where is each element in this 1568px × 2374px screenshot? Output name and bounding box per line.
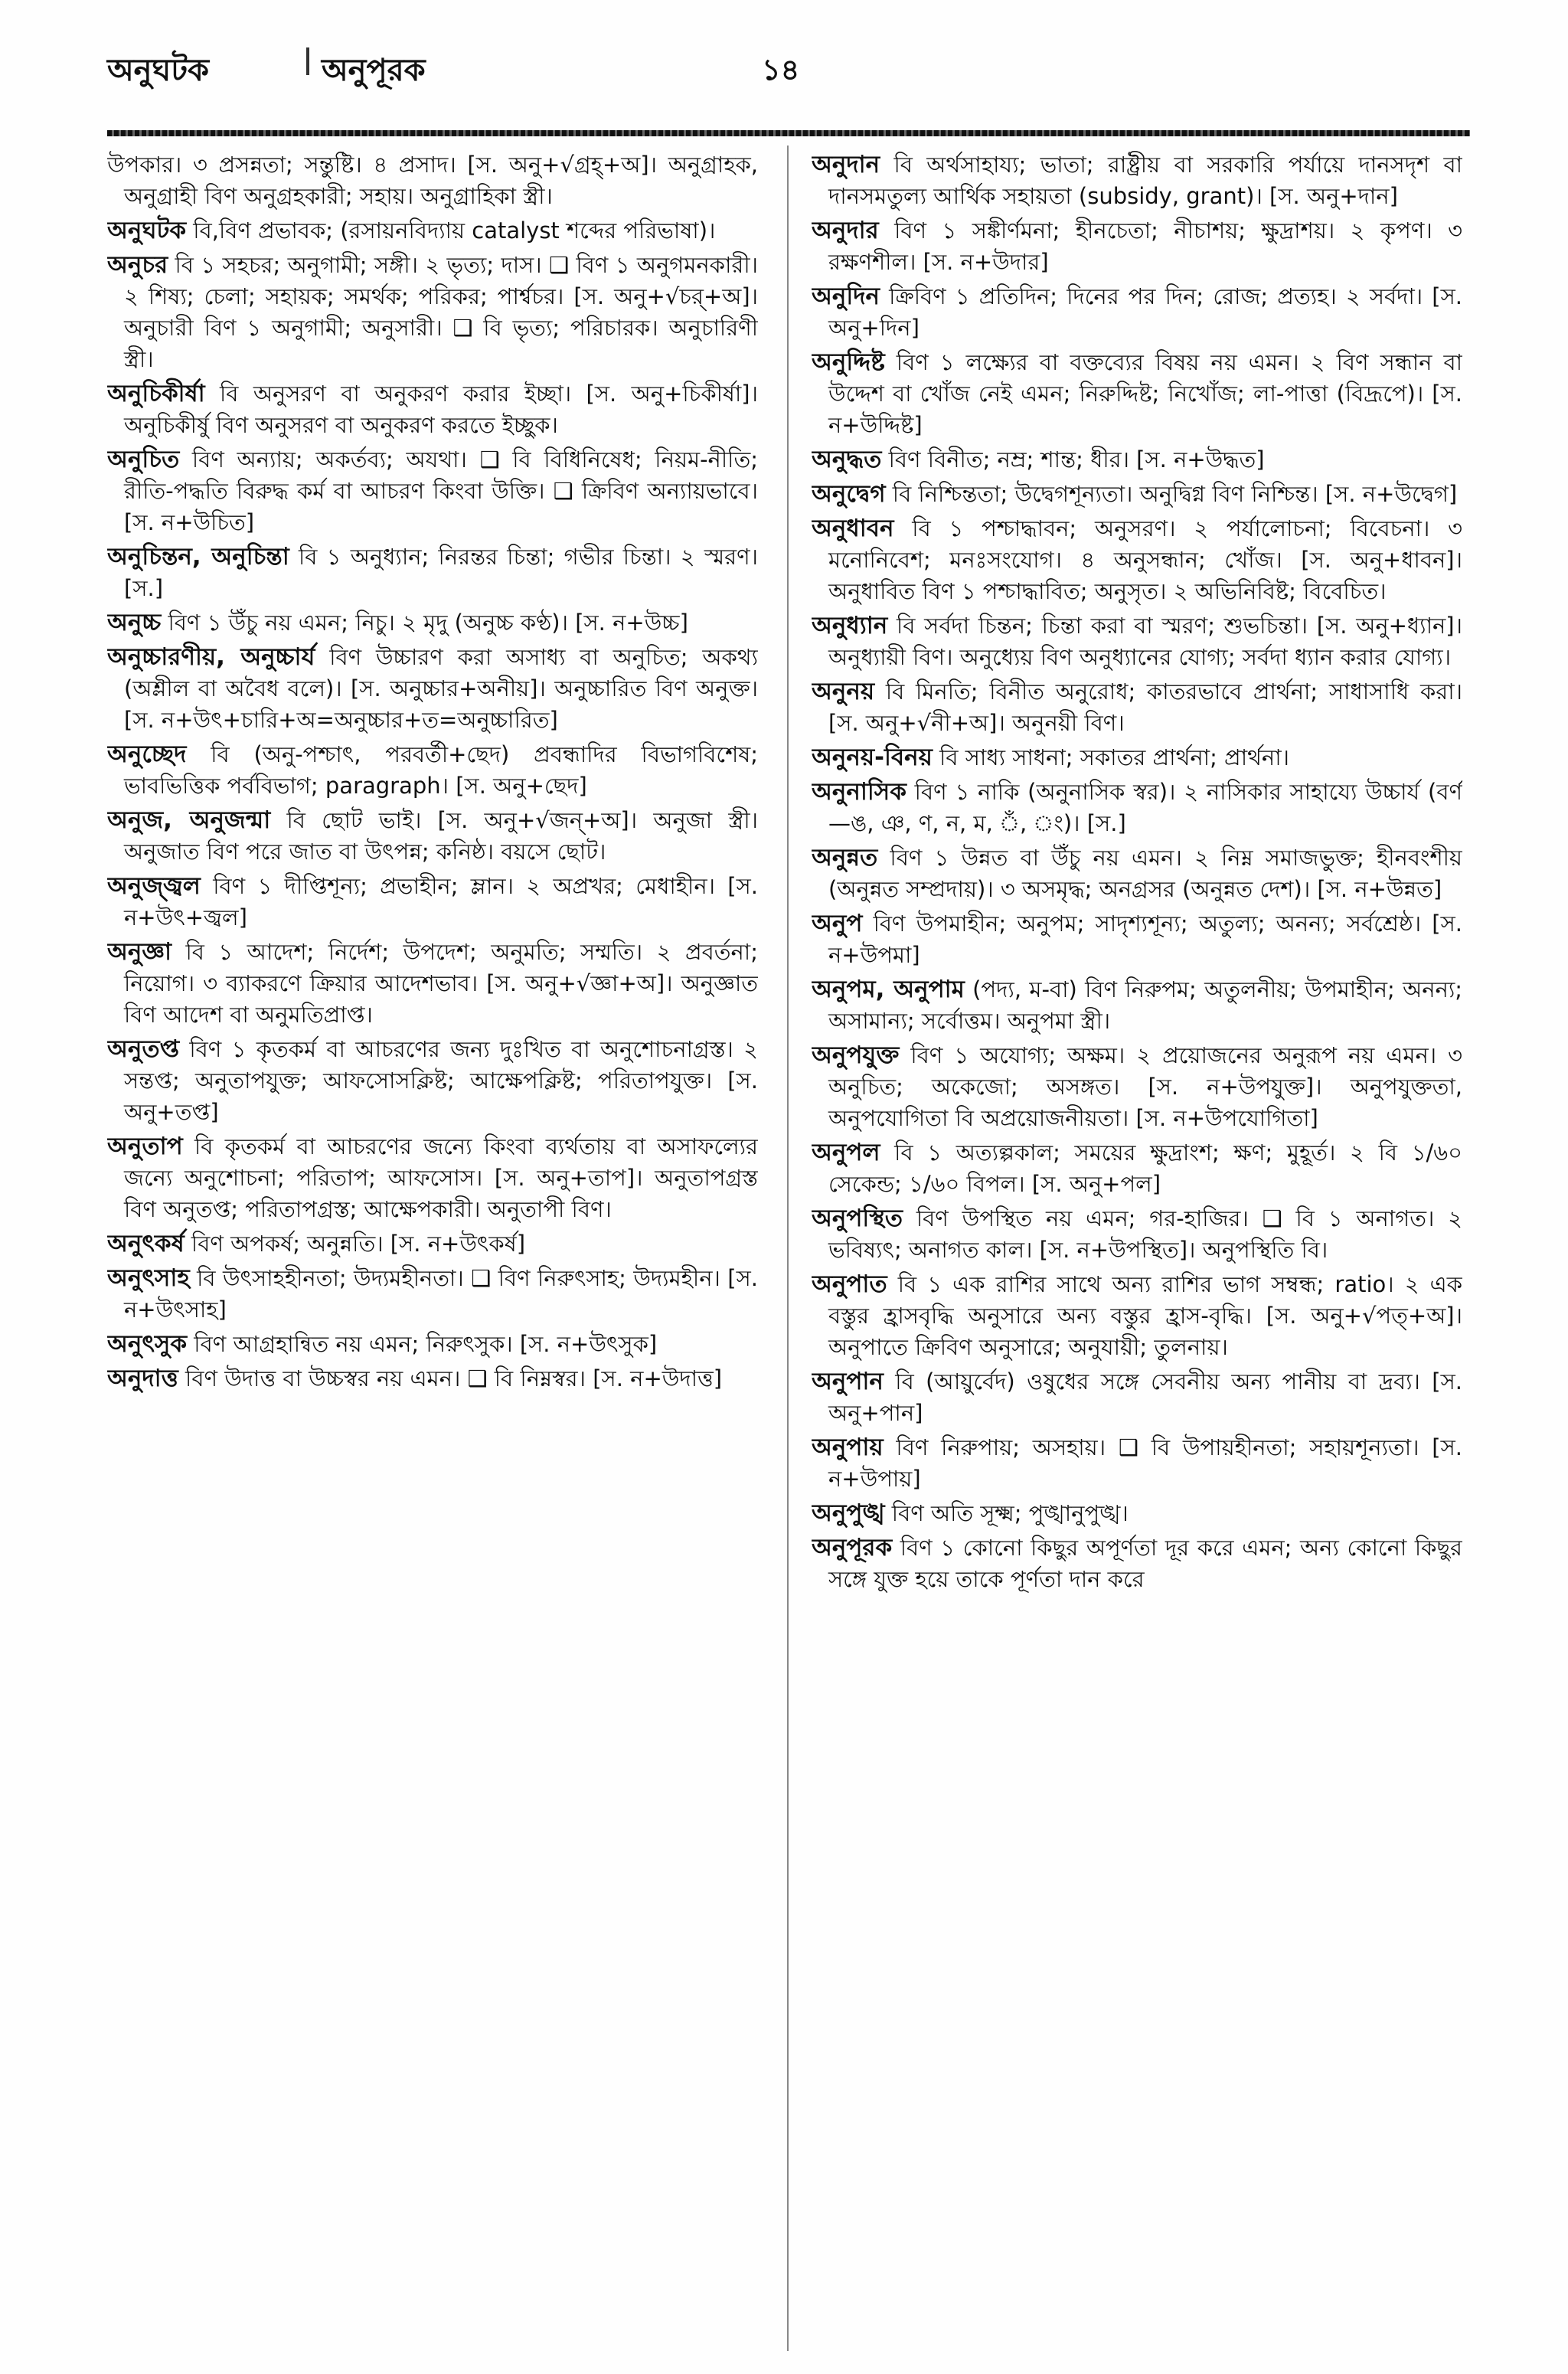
dictionary-entry xyxy=(812,281,1462,344)
entry-definition: বি সর্বদা চিন্তন; চিন্তা করা বা স্মরণ; শুভচিন্তা। [স. অনু+ধ্যান]। অনুধ্যায়ী বিণ। অনুধ্যেয় বিণ অনুধ্যানের যোগ্য; সর্বদা ধ্যান করার যোগ্য। xyxy=(828,613,1462,670)
entry-definition: বি ১ অনুধ্যান; নিরন্তর চিন্তা; গভীর চিন্তা। ২ স্মরণ। [স.] xyxy=(124,544,758,601)
dictionary-entry xyxy=(107,739,758,802)
dictionary-entry xyxy=(812,1432,1462,1495)
entry-headword: অনুনয়-বিনয় xyxy=(812,744,933,771)
entry-definition: বিণ বিনীত; নম্র; শান্ত; ধীর। [স. ন+উদ্ধত] xyxy=(881,446,1265,473)
dictionary-entry xyxy=(812,149,1462,212)
entry-headword: অনুদ্ধত xyxy=(812,446,882,473)
entry-headword: অনুচ্ছেদ xyxy=(107,741,187,768)
entry-definition: বিণ ১ দীপ্তিশূন্য; প্রভাহীন; ম্লান। ২ অপ্রখর; মেধাহীন। [স. ন+উৎ+জ্বল] xyxy=(124,873,758,930)
entry-headword: অনুৎসুক xyxy=(107,1330,188,1358)
entry-headword: অনুনাসিক xyxy=(812,778,906,806)
entry-definition: বিণ উচ্চারণ করা অসাধ্য বা অনুচিত; অকথ্য (অশ্লীল বা অবৈধ বলে)। [স. অনুচ্চার+অনীয়]। অনুচ্চারিত বিণ অনুক্ত। [স. ন+উৎ+চারি+অ=অনুচ্চার+ত=অনুচ্চারিত] xyxy=(124,644,758,733)
guide-separator xyxy=(306,47,309,75)
dictionary-entry xyxy=(812,1137,1462,1200)
dictionary-entry xyxy=(107,444,758,538)
entry-definition: বি (অনু-পশ্চাৎ, পরবর্তী+ছেদ) প্রবন্ধাদির বিভাগবিশেষ; ভাবভিত্তিক পর্ববিভাগ; paragraph। [স. অনু+ছেদ] xyxy=(124,741,758,799)
entry-headword: অনুৎকর্ষ xyxy=(107,1230,185,1257)
dictionary-entry xyxy=(812,777,1462,839)
entry-definition: বি ১ সহচর; অনুগামী; সঙ্গী। ২ ভৃত্য; দাস। ❑ বিণ ১ অনুগমনকারী। ২ শিষ্য; চেলা; সহায়ক; সমর্থক; পরিকর; পার্শ্বচর। [স. অনু+√চর্+অ]। অনুচারী বিণ ১ অনুগামী; অনুসারী। ❑ বি ভৃত্য; পরিচারক। অনুচারিণী স্ত্রী। xyxy=(124,252,758,372)
entry-definition: বিণ উপস্থিত নয় এমন; গর-হাজির। ❑ বি ১ অনাগত। ২ ভবিষ্যৎ; অনাগত কাল। [স. ন+উপস্থিত]। অনুপস্থিতি বি। xyxy=(828,1205,1462,1263)
entry-headword: অনুচ্চারণীয়, অনুচ্চার্য xyxy=(107,643,315,671)
entry-definition: বিণ ১ সঙ্কীর্ণমনা; হীনচেতা; নীচাশয়; ক্ষুদ্রাশয়। ২ কৃপণ। ৩ রক্ষণশীল। [স. ন+উদার] xyxy=(828,217,1462,275)
dictionary-entry xyxy=(812,842,1462,905)
entry-definition: বি ১ অত্যল্পকাল; সময়ের ক্ষুদ্রাংশ; ক্ষণ; মুহূর্ত। ২ বি ১/৬০ সেকেন্ড; ১/৬০ বিপল। [স. অনু+পল] xyxy=(828,1140,1462,1197)
dictionary-entry xyxy=(812,1269,1462,1363)
entry-definition: বিণ উপমাহীন; অনুপম; সাদৃশ্যশূন্য; অতুল্য; অনন্য; সর্বশ্রেষ্ঠ। [স. ন+উপমা] xyxy=(828,911,1462,968)
dictionary-entry xyxy=(812,974,1462,1037)
entry-definition: বি (আয়ুর্বেদ) ওষুধের সঙ্গে সেবনীয় অন্য পানীয় বা দ্রব্য। [স. অনু+পান] xyxy=(828,1368,1462,1426)
entry-definition: বি অর্থসাহায্য; ভাতা; রাষ্ট্রীয় বা সরকারি পর্যায়ে দানসদৃশ বা দানসমতুল্য আর্থিক সহায়তা (subsidy, grant)। [স. অনু+দান] xyxy=(828,152,1462,209)
entry-definition: বিণ অপকর্ষ; অনুন্নতি। [স. ন+উৎকর্ষ] xyxy=(184,1231,526,1257)
entry-definition: বিণ ১ কৃতকর্ম বা আচরণের জন্য দুঃখিত বা অনুশোচনাগ্রস্ত। ২ সন্তপ্ত; অনুতাপযুক্ত; আফসোসক্লিষ্ট; আক্ষেপক্লিষ্ট; পরিতাপযুক্ত। [স. অনু+তপ্ত] xyxy=(124,1036,758,1125)
entry-headword: অনুঘটক xyxy=(107,217,187,244)
page-header xyxy=(107,46,1470,100)
left-column xyxy=(107,149,758,2355)
entry-headword: অনুচিকীর্ষা xyxy=(107,380,205,407)
entry-headword: অনুপ xyxy=(812,910,863,937)
entry-definition: উপকার। ৩ প্রসন্নতা; সন্তুষ্টি। ৪ প্রসাদ। [স. অনু+√গ্রহ্+অ]। অনুগ্রাহক, অনুগ্রাহী বিণ অনুগ্রহকারী; সহায়। অনুগ্রাহিকা স্ত্রী। xyxy=(107,152,758,209)
entry-headword: অনুপান xyxy=(812,1368,884,1395)
entry-headword: অনুদিন xyxy=(812,283,880,310)
header-rule xyxy=(107,130,1470,136)
dictionary-entry xyxy=(107,378,758,441)
dictionary-entry xyxy=(812,513,1462,607)
entry-headword: অনুচিত xyxy=(107,446,180,473)
entry-headword: অনুজ, অনুজন্মা xyxy=(107,806,271,834)
dictionary-entry xyxy=(107,1228,758,1260)
entry-headword: অনুতাপ xyxy=(107,1133,183,1160)
guide-word-left: অনুঘটক xyxy=(107,53,210,88)
entry-definition: (পদ্য, ম-বা) বিণ নিরুপম; অতুলনীয়; উপমাহীন; অনন্য; অসামান্য; সর্বোত্তম। অনুপমা স্ত্রী। xyxy=(828,976,1462,1034)
entry-headword: অনুদার xyxy=(812,217,879,244)
dictionary-entry xyxy=(107,1034,758,1128)
dictionary-entry xyxy=(812,610,1462,673)
dictionary-entry xyxy=(812,215,1462,278)
entry-definition: বিণ ১ কোনো কিছুর অপূর্ণতা দূর করে এমন; অন্য কোনো কিছুর সঙ্গে যুক্ত হয়ে তাকে পূর্ণতা দান করে xyxy=(828,1535,1462,1592)
dictionary-entry xyxy=(812,676,1462,739)
entry-headword: অনুধ্যান xyxy=(812,612,888,639)
entry-headword: অনুপায় xyxy=(812,1434,884,1461)
entry-headword: অনুদাত্ত xyxy=(107,1365,178,1392)
entry-definition: বি মিনতি; বিনীত অনুরোধ; কাতরভাবে প্রার্থনা; সাধাসাধি করা। [স. অনু+√নী+অ]। অনুনয়ী বিণ। xyxy=(828,679,1462,736)
entry-definition: বিণ অন্যায়; অকর্তব্য; অযথা। ❑ বি বিধিনিষেধ; নিয়ম-নীতি; রীতি-পদ্ধতি বিরুদ্ধ কর্ম বা আচরণ কিংবা উক্তি। ❑ ক্রিবিণ অন্যায়ভাবে। [স. ন+উচিত] xyxy=(124,446,758,535)
dictionary-entry xyxy=(812,742,1462,773)
entry-headword: অনুচিন্তন, অনুচিন্তা xyxy=(107,543,289,571)
dictionary-entry xyxy=(812,908,1462,971)
dictionary-entry xyxy=(107,1329,758,1360)
dictionary-entry xyxy=(107,1363,758,1395)
entry-definition: বিণ ১ উঁচু নয় এমন; নিচু। ২ মৃদু (অনুচ্চ কণ্ঠ)। [স. ন+উচ্চ] xyxy=(161,610,688,636)
dictionary-entry xyxy=(107,642,758,736)
dictionary-entry xyxy=(107,541,758,604)
entry-headword: অনুদান xyxy=(812,151,880,178)
dictionary-entry xyxy=(107,1263,758,1326)
dictionary-entry xyxy=(107,937,758,1031)
entry-headword: অনুতপ্ত xyxy=(107,1035,180,1063)
entry-headword: অনুজ্ঞা xyxy=(107,938,172,966)
entry-headword: অনুচর xyxy=(107,251,168,279)
entry-definition: বি উৎসাহহীনতা; উদ্যমহীনতা। ❑ বিণ নিরুৎসাহ; উদ্যমহীন। [স. ন+উৎসাহ] xyxy=(124,1265,758,1323)
entry-headword: অনুপাত xyxy=(812,1270,887,1298)
column-divider xyxy=(787,146,789,2351)
entry-definition: বি ১ পশ্চাদ্ধাবন; অনুসরণ। ২ পর্যালোচনা; বিবেচনা। ৩ মনোনিবেশ; মনঃসংযোগ। ৪ অনুসন্ধান; খোঁজ। [স. অনু+ধাবন]। অনুধাবিত বিণ ১ পশ্চাদ্ধাবিত; অনুসৃত। ২ অভিনিবিষ্ট; বিবেচিত। xyxy=(828,515,1462,604)
entry-headword: অনুনয় xyxy=(812,678,875,705)
right-column xyxy=(812,149,1462,2355)
entry-headword: অনুজ্জ্বল xyxy=(107,872,201,900)
dictionary-entry xyxy=(107,805,758,868)
entry-headword: অনুপযুক্ত xyxy=(812,1041,900,1069)
entry-definition: বিণ ১ লক্ষ্যের বা বক্তব্যের বিষয় নয় এমন। ২ বিণ সন্ধান বা উদ্দেশ বা খোঁজ নেই এমন; নিরুদ্দিষ্ট; নিখোঁজ; লা-পাত্তা (বিদ্রূপে)। [স. ন+উদ্দিষ্ট] xyxy=(828,349,1462,438)
entry-headword: অনুদ্দিষ্ট xyxy=(812,348,885,376)
entry-headword: অনুৎসাহ xyxy=(107,1264,190,1292)
entry-headword: অনুন্নত xyxy=(812,844,878,871)
dictionary-entry xyxy=(812,1498,1462,1529)
entry-definition: বি সাধ্য সাধনা; সকাতর প্রার্থনা; প্রার্থনা। xyxy=(932,744,1289,770)
dictionary-entry xyxy=(107,215,758,247)
entry-definition: বি অনুসরণ বা অনুকরণ করার ইচ্ছা। [স. অনু+চিকীর্ষা]। অনুচিকীর্ষু বিণ অনুসরণ বা অনুকরণ করতে ইচ্ছুক। xyxy=(124,381,758,438)
entry-headword: অনুপল xyxy=(812,1139,880,1166)
entry-headword: অনুপম, অনুপাম xyxy=(812,976,965,1003)
dictionary-entry xyxy=(812,347,1462,441)
dictionary-entry xyxy=(812,1040,1462,1134)
dictionary-entry xyxy=(107,607,758,639)
dictionary-entry xyxy=(812,1532,1462,1595)
entry-definition: বি কৃতকর্ম বা আচরণের জন্যে কিংবা ব্যর্থতায় বা অসাফল্যের জন্যে অনুশোচনা; পরিতাপ; আফসোস। [স. অনু+তাপ]। অনুতাপগ্রস্ত বিণ অনুতপ্ত; পরিতাপগ্রস্ত; আক্ষেপকারী। অনুতাপী বিণ। xyxy=(124,1133,758,1222)
entry-definition: বি ১ আদেশ; নির্দেশ; উপদেশ; অনুমতি; সম্মতি। ২ প্রবর্তনা; নিয়োগ। ৩ ব্যাকরণে ক্রিয়ার আদেশভাব। [স. অনু+√জ্ঞা+অ]। অনুজ্ঞাত বিণ আদেশ বা অনুমতিপ্রাপ্ত। xyxy=(124,939,758,1028)
entry-headword: অনুচ্চ xyxy=(107,609,162,636)
dictionary-entry xyxy=(812,1203,1462,1266)
dictionary-entry xyxy=(812,1366,1462,1429)
entry-definition: বিণ অতি সূক্ষ্ম; পুঙ্খানুপুঙ্খ। xyxy=(884,1500,1129,1526)
entry-definition: বি ছোট ভাই। [স. অনু+√জন্+অ]। অনুজা স্ত্রী। অনুজাত বিণ পরে জাত বা উৎপন্ন; কনিষ্ঠ। বয়সে ছোট। xyxy=(124,807,758,865)
entry-definition: বিণ ১ অযোগ্য; অক্ষম। ২ প্রয়োজনের অনুরূপ নয় এমন। ৩ অনুচিত; অকেজো; অসঙ্গত। [স. ন+উপযুক্ত]। অনুপযুক্ততা, অনুপযোগিতা বি অপ্রয়োজনীয়তা। [স. ন+উপযোগিতা] xyxy=(828,1042,1462,1131)
dictionary-entry xyxy=(107,250,758,375)
dictionary-entry xyxy=(107,1131,758,1225)
dictionary-entry xyxy=(107,149,758,212)
page-number: ১৪ xyxy=(762,53,800,87)
entry-headword: অনুধাবন xyxy=(812,515,894,542)
entry-definition: বিণ ১ উন্নত বা উঁচু নয় এমন। ২ নিম্ন সমাজভুক্ত; হীনবংশীয় (অনুন্নত সম্প্রদায়)। ৩ অসমৃদ্ধ; অনগ্রসর (অনুন্নত দেশ)। [স. ন+উন্নত] xyxy=(828,845,1462,902)
dictionary-entry xyxy=(812,479,1462,510)
entry-definition: বিণ ১ নাকি (অনুনাসিক স্বর)। ২ নাসিকার সাহায্যে উচ্চার্য (বর্ণ—ঙ, ঞ, ণ, ন, ম, ঁ, ং)। [স.] xyxy=(828,779,1462,836)
entry-definition: বি ১ এক রাশির সাথে অন্য রাশির ভাগ সম্বন্ধ; ratio। ২ এক বস্তুর হ্রাসবৃদ্ধি অনুসারে অন্য বস্তুর হ্রাস-বৃদ্ধি। [স. অনু+√পত্+অ]। অনুপাতে ক্রিবিণ অনুসারে; অনুযায়ী; তুলনায়। xyxy=(828,1271,1462,1360)
dictionary-entry xyxy=(812,444,1462,476)
entry-definition: বিণ আগ্রহান্বিত নয় এমন; নিরুৎসুক। [স. ন+উৎসুক] xyxy=(187,1331,658,1357)
dictionary-entry xyxy=(107,871,758,934)
entry-definition: বিণ নিরুপায়; অসহায়। ❑ বি উপায়হীনতা; সহায়শূন্যতা। [স. ন+উপায়] xyxy=(828,1434,1462,1492)
entry-definition: ক্রিবিণ ১ প্রতিদিন; দিনের পর দিন; রোজ; প্রত্যহ। ২ সর্বদা। [স. অনু+দিন] xyxy=(828,283,1462,341)
entry-headword: অনুপুঙ্খ xyxy=(812,1499,885,1527)
entry-definition: বি নিশ্চিন্ততা; উদ্বেগশূন্যতা। অনুদ্বিগ্ন বিণ নিশ্চিন্ত। [স. ন+উদ্বেগ] xyxy=(885,481,1458,507)
entry-headword: অনুপস্থিত xyxy=(812,1205,903,1232)
entry-headword: অনুদ্বেগ xyxy=(812,480,886,508)
guide-word-right: অনুপূরক xyxy=(322,53,426,88)
entry-definition: বি,বিণ প্রভাবক; (রসায়নবিদ্যায় catalyst শব্দের পরিভাষা)। xyxy=(186,217,716,244)
entry-definition: বিণ উদাত্ত বা উচ্চস্বর নয় এমন। ❑ বি নিম্নস্বর। [স. ন+উদাত্ত] xyxy=(178,1365,723,1391)
entry-headword: অনুপূরক xyxy=(812,1534,893,1561)
